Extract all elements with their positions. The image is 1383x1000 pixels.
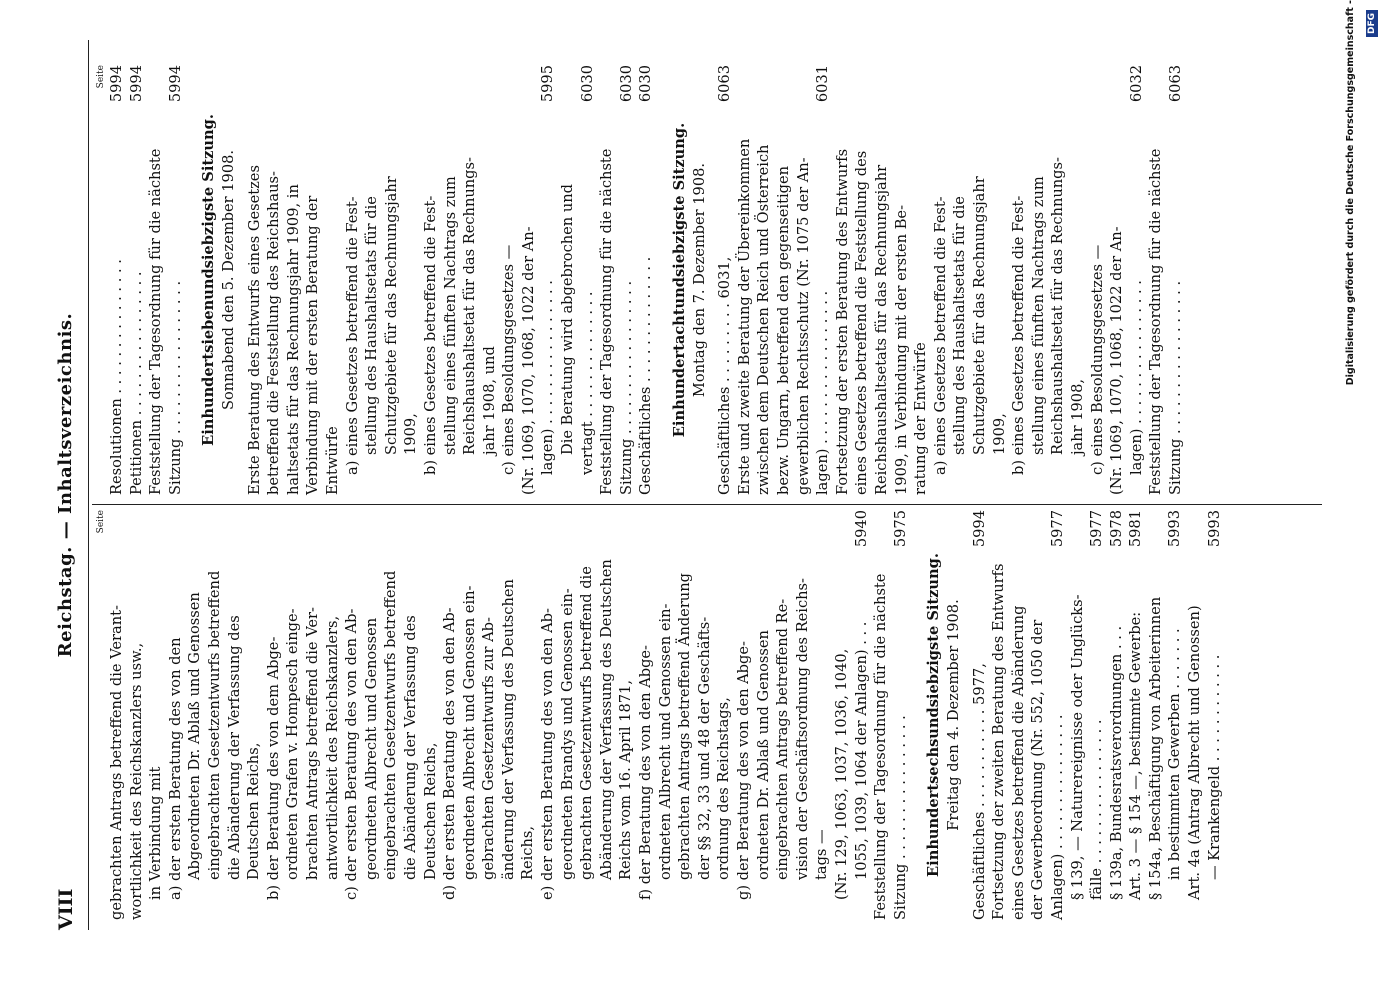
entry-text: bezw. Ungarn, betreffend den gegenseitigen	[775, 165, 792, 495]
page-reference: 5994	[970, 510, 988, 548]
entry-text: b) eines Gesetzes betreffend die Fest-	[1010, 195, 1028, 475]
toc-entry-line	[1028, 510, 1048, 920]
toc-entry-line	[323, 65, 343, 495]
toc-entry-line	[381, 510, 401, 920]
entry-text: brachten Antrags betreffend die Ver-	[303, 607, 321, 880]
page-reference: 6031	[814, 65, 832, 103]
page-reference: 5977	[1048, 510, 1066, 548]
toc-entry-line	[970, 510, 990, 920]
entry-text: Feststellung der Tagesordnung für die nächste	[872, 573, 890, 920]
page-reference: 5993	[1205, 510, 1223, 548]
column-rule	[92, 504, 1322, 505]
entry-text: Feststellung der Tagesordnung für die nächste	[1147, 148, 1165, 495]
entry-text: geordneten Albrecht und Genossen ein-	[460, 585, 478, 880]
entry-text: in Verbindung mit	[147, 766, 165, 900]
entry-text: e) der ersten Beratung des von den Ab-	[539, 608, 557, 900]
entry-text: gewerblichen Rechtsschutz (Nr. 1075 der An-	[794, 157, 812, 495]
entry-text: Anlagen) . . . . . . . . . . . . . . .	[1048, 714, 1066, 920]
entry-text: in bestimmten Gewerben . . . . . . .	[1166, 628, 1184, 880]
toc-entry-line	[989, 510, 1009, 920]
entry-text: § 139a, Bundesratsverordnungen . . .	[1107, 625, 1125, 900]
page-reference: 5940	[852, 510, 870, 548]
toc-entry-line	[754, 65, 774, 495]
toc-entry-line	[656, 510, 676, 920]
entry-text: Art. 3 — § 154 —, bestimmte Gewerbe:	[1127, 611, 1145, 900]
entry-text: Resolutionen . . . . . . . . . . . . . . .	[108, 259, 125, 495]
toc-entry-line	[833, 65, 853, 495]
entry-text: ordneten Grafen v. Hompesch einge-	[284, 608, 302, 880]
entry-text: Verbindung mit der ersten Beratung der	[304, 195, 322, 495]
toc-entry-line	[1146, 510, 1166, 920]
toc-entry-line	[440, 510, 460, 920]
toc-entry-line	[577, 510, 597, 920]
toc-entry-line	[519, 65, 539, 495]
toc-entry-line	[636, 510, 656, 920]
toc-entry-line	[617, 65, 637, 495]
page-header	[55, 40, 85, 930]
toc-entry-line	[990, 65, 1010, 495]
toc-entry-line	[479, 510, 499, 920]
page-reference: 5978	[1107, 510, 1125, 548]
toc-entry-line	[205, 510, 225, 920]
entry-text: a) der ersten Beratung des von den	[166, 637, 184, 900]
toc-entry-line	[558, 510, 578, 920]
toc-entry-line	[616, 510, 636, 920]
entry-text: Sitzung . . . . . . . . . . . . . . . . .	[166, 280, 184, 495]
entry-text: vision der Geschäftsordnung des Reichs-	[793, 578, 811, 880]
entry-text: g) der Beratung des von den Abge-	[735, 641, 752, 900]
toc-entry-line	[734, 510, 754, 920]
page-reference: 6063	[716, 65, 734, 103]
toc-entry-line	[264, 510, 284, 920]
toc-entry-line	[597, 510, 617, 920]
page-reference: 6030	[617, 65, 635, 103]
entry-text: gebrachten Antrags betreffend Änderung	[676, 573, 694, 880]
seite-label: Seite	[96, 65, 106, 89]
toc-entry-line	[362, 510, 382, 920]
entry-text: jahr 1908,	[1068, 378, 1086, 455]
entry-text: stellung eines fünften Nachtrags zum	[1029, 176, 1047, 455]
toc-entry-line	[166, 65, 186, 495]
entry-text: Sitzung . . . . . . . . . . . . . . . . .	[1166, 280, 1184, 495]
toc-entry-line	[675, 510, 695, 920]
session-heading: Einhundertsiebenundsiebzigste Sitzung.	[200, 114, 218, 446]
entry-text: § 139, — Naturereignisse oder Unglücks-	[1068, 594, 1086, 900]
entry-text: (Nr. 1069, 1070, 1068, 1022 der An-	[519, 226, 537, 495]
toc-entry-line	[714, 510, 734, 920]
entry-text: b) eines Gesetzes betreffend die Fest-	[421, 195, 439, 475]
toc-entry-line	[578, 65, 598, 495]
entry-text: die Abänderung der Verfassung des	[225, 615, 243, 880]
toc-entry-line	[1029, 65, 1049, 495]
toc-entry-line	[107, 510, 127, 920]
entry-text: Die Beratung wird abgebrochen und	[559, 184, 577, 455]
entry-text: Fortsetzung der zweiten Beratung des Entwurfs	[990, 563, 1008, 920]
toc-entry-line	[794, 65, 814, 495]
entry-text: lagen) . . . . . . . . . . . . . . . . .	[814, 290, 832, 495]
entry-text: Reichshaushaltsetat für das Rechnungs-	[1049, 157, 1067, 455]
toc-entry-line	[852, 510, 872, 920]
entry-text: gebrachten Gesetzentwurfs zur Ab-	[480, 617, 498, 880]
entry-text: c) eines Besoldungsgesetzes —	[500, 244, 518, 475]
entry-text: Sitzung . . . . . . . . . . . . . . . . .	[617, 280, 635, 495]
entry-text: jahr 1908, und	[480, 346, 498, 455]
toc-entry-line	[441, 65, 461, 495]
toc-entry-line	[1127, 65, 1147, 495]
session-date: Sonnabend den 5. Dezember 1908.	[219, 149, 237, 411]
entry-text: Deutschen Reichs,	[245, 742, 263, 880]
entry-text: Abänderung der Verfassung des Deutschen	[597, 559, 615, 880]
entry-text: Geschäftliches . . . . . . . . . . . 5977,	[970, 663, 988, 920]
toc-entry-line	[852, 65, 872, 495]
toc-entry-line	[773, 510, 793, 920]
entry-text: haltsetats für das Rechnungsjahr 1909, in	[284, 184, 302, 495]
toc-entry-line	[793, 510, 813, 920]
toc-entry-line	[871, 510, 891, 920]
toc-entry-line	[538, 65, 558, 495]
entry-text: Erste und zweite Beratung der Übereinkommen	[735, 138, 753, 495]
entry-text: geordneten Albrecht und Genossen	[362, 617, 380, 880]
entry-text: eines Gesetzes betreffend die Abänderung	[1009, 605, 1027, 920]
toc-entry-line	[1166, 65, 1186, 495]
toc-entry-line	[715, 65, 735, 495]
entry-text: ordneten Dr. Ablaß und Genossen	[754, 630, 772, 880]
seite-label: Seite	[96, 510, 106, 534]
entry-text: tags —	[813, 829, 831, 880]
toc-entry-line	[264, 65, 284, 495]
entry-text: wortlichkeit des Reichskanzlers usw.,	[127, 642, 145, 920]
page-reference: 5977	[1088, 510, 1106, 548]
toc-entry-line	[1146, 65, 1166, 495]
page-reference: 6032	[1127, 65, 1145, 103]
toc-entry-line	[127, 510, 147, 920]
toc-entry-line	[891, 510, 911, 920]
entry-text: lagen) . . . . . . . . . . . . . . . .	[1127, 280, 1145, 475]
entry-text: Sitzung . . . . . . . . . . . . . . . .	[891, 715, 909, 920]
page-reference: 6030	[637, 65, 655, 103]
dfg-logo: DFG	[1366, 10, 1378, 37]
toc-entry-line	[343, 65, 363, 495]
toc-entry-line	[1009, 65, 1029, 495]
toc-entry-line	[460, 510, 480, 920]
toc-entry-line	[480, 65, 500, 495]
running-head: Reichstag. — Inhaltsverzeichnis.	[55, 312, 76, 658]
toc-entry-line	[636, 65, 656, 495]
toc-entry-line	[518, 510, 538, 920]
toc-entry-line	[362, 65, 382, 495]
page-reference: 5994	[108, 65, 125, 103]
entry-text: eingebrachten Antrags betreffend Re-	[774, 598, 792, 880]
toc-entry-line	[283, 510, 303, 920]
entry-text: Feststellung der Tagesordnung für die nächste	[147, 148, 165, 495]
entry-text: eingebrachten Gesetzentwurfs betreffend	[382, 570, 400, 880]
toc-entry-line	[813, 65, 833, 495]
toc-entry-line	[401, 510, 421, 920]
entry-text: Erste Beratung des Entwurfs eines Gesetzes	[245, 165, 263, 495]
entry-text: 1909,	[990, 413, 1008, 455]
toc-entry-line	[538, 510, 558, 920]
toc-entry-line	[460, 65, 480, 495]
entry-text: 1909, in Verbindung mit der ersten Be-	[892, 204, 910, 495]
entry-text: § 154a, Beschäftigung von Arbeiterinnen	[1146, 596, 1164, 900]
entry-text: ordnung des Reichstags,	[715, 697, 733, 880]
entry-text: (Nr. 129, 1063, 1037, 1036, 1040,	[832, 648, 850, 900]
entry-text: a) eines Gesetzes betreffend die Fest-	[931, 196, 949, 475]
toc-entry-line	[695, 510, 715, 920]
page-reference: 5975	[891, 510, 909, 548]
entry-text: der Gewerbeordnung (Nr. 552, 1050 der	[1029, 619, 1047, 920]
entry-text: Reichshaushaltsetat für das Rechnungs-	[461, 157, 479, 455]
entry-text: betreffend die Feststellung des Reichshaus-	[265, 171, 283, 495]
toc-entry-line	[1126, 510, 1146, 920]
page-reference: 5995	[539, 65, 557, 103]
toc-entry-line	[892, 65, 912, 495]
entry-text: ordneten Albrecht und Genossen ein-	[656, 603, 674, 880]
toc-entry-line	[911, 65, 931, 495]
entry-text: Schutzgebiete für das Rechnungsjahr	[382, 176, 400, 455]
entry-text: eines Gesetzes betreffend die Feststellung des	[853, 150, 871, 495]
toc-entry-line	[754, 510, 774, 920]
toc-entry-line	[127, 65, 147, 495]
toc-entry-line	[244, 510, 264, 920]
toc-entry-line	[812, 510, 832, 920]
toc-entry-line	[597, 65, 617, 495]
toc-entry-line	[107, 65, 127, 495]
entry-text: f) der Beratung des von den Abge-	[637, 645, 655, 900]
entry-text: (Nr. 1069, 1070, 1068, 1022 der An-	[1108, 226, 1126, 495]
page-reference: 6030	[578, 65, 596, 103]
toc-entry-line	[1048, 65, 1068, 495]
session-heading: Einhundertachtundsiebzigste Sitzung.	[671, 122, 689, 438]
entry-text: stellung eines fünften Nachtrags zum	[441, 176, 459, 455]
toc-entry-line	[284, 65, 304, 495]
toc-entry-line	[872, 65, 892, 495]
toc-entry-line	[1087, 510, 1107, 920]
entry-text: Reichshaushaltsetats für das Rechnungsjahr	[872, 164, 890, 495]
page-reference: 5994	[166, 65, 184, 103]
entry-text: geordneten Brandys und Genossen ein-	[558, 588, 576, 880]
toc-entry-line	[323, 510, 343, 920]
entry-text: a) eines Gesetzes betreffend die Fest-	[343, 196, 361, 475]
entry-text: vertagt . . . . . . . . . . . . . .	[578, 291, 596, 475]
toc-entry-line	[499, 65, 519, 495]
entry-text: Reichs vom 16. April 1871,	[617, 680, 635, 880]
entry-text: Feststellung der Tagesordnung für die nächste	[598, 148, 616, 495]
toc-entry-line	[735, 65, 755, 495]
toc-entry-line	[342, 510, 362, 920]
entry-text: der §§ 32, 33 und 48 der Geschäfts-	[695, 616, 713, 880]
toc-entry-line	[401, 65, 421, 495]
page-number: VIII	[55, 888, 77, 930]
toc-entry-line	[1068, 510, 1088, 920]
entry-text: Abgeordneten Dr. Ablaß und Genossen	[186, 592, 204, 880]
toc-entry-line	[146, 510, 166, 920]
toc-entry-line	[166, 510, 186, 920]
entry-text: stellung des Haushaltsetats für die	[363, 196, 381, 455]
toc-entry-line	[146, 65, 166, 495]
entry-text: die Abänderung der Verfassung des	[401, 615, 419, 880]
toc-entry-line	[1068, 65, 1088, 495]
entry-text: Deutschen Reichs,	[421, 742, 439, 880]
entry-text: Reichs,	[519, 826, 537, 880]
session-date: Montag den 7. Dezember 1908.	[690, 162, 708, 398]
toc-entry-line	[499, 510, 519, 920]
entry-text: 1909,	[402, 413, 420, 455]
page-reference: 5993	[1166, 510, 1184, 548]
toc-entry-line	[1205, 510, 1225, 920]
toc-entry-line	[558, 65, 578, 495]
entry-text: Geschäftliches . . . . . . . . . 6031,	[716, 256, 734, 495]
toc-entry-line	[1048, 510, 1068, 920]
entry-text: gebrachten Antrags betreffend die Verant-	[108, 605, 125, 920]
entry-text: Fortsetzung der ersten Beratung des Entwurfs	[833, 148, 851, 495]
entry-text: Schutzgebiete für das Rechnungsjahr	[970, 176, 988, 455]
entry-text: Geschäftliches . . . . . . . . . . . . . .	[637, 256, 655, 495]
toc-entry-line	[225, 510, 245, 920]
session-heading: Einhundertsechsundsiebzigste Sitzung.	[925, 553, 943, 877]
toc-entry-line	[303, 510, 323, 920]
entry-text: stellung des Haushaltsetats für die	[951, 196, 969, 455]
entry-text: zwischen dem Deutschen Reich und Österreich	[755, 144, 773, 495]
left-column	[95, 510, 1224, 920]
entry-text: fälle . . . . . . . . . . . . . . . .	[1088, 719, 1106, 900]
entry-text: Art. 4a (Antrag Albrecht und Genossen)	[1186, 605, 1204, 900]
toc-entry-line	[421, 65, 441, 495]
page-reference: 5981	[1127, 510, 1145, 548]
toc-entry-line	[1185, 510, 1205, 920]
digitization-notice: Digitalisierung gefördert durch die Deutsche Forschungsgemeinschaft -	[1345, 0, 1356, 386]
toc-entry-line	[931, 65, 951, 495]
right-column	[95, 65, 1185, 495]
entry-text: änderung der Verfassung des Deutschen	[499, 579, 517, 880]
toc-entry-line	[950, 65, 970, 495]
entry-text: Entwürfe	[323, 426, 341, 495]
toc-entry-line	[1107, 510, 1127, 920]
toc-entry-line	[1107, 65, 1127, 495]
toc-entry-line	[185, 510, 205, 920]
toc-entry-line	[303, 65, 323, 495]
header-rule	[88, 40, 89, 930]
entry-text: antwortlichkeit des Reichskanzlers,	[323, 615, 341, 880]
toc-entry-line	[245, 65, 265, 495]
toc-entry-line	[1088, 65, 1108, 495]
entry-text: gebrachten Gesetzentwurfs betreffend die	[578, 566, 596, 880]
entry-text: ratung der Entwürfe	[912, 342, 930, 495]
toc-entry-line	[774, 65, 794, 495]
toc-entry-line	[421, 510, 441, 920]
entry-text: c) der ersten Beratung des von den Ab-	[343, 608, 361, 900]
toc-entry-line	[832, 510, 852, 920]
toc-entry-line	[1009, 510, 1029, 920]
toc-entry-line	[382, 65, 402, 495]
page-reference: 6063	[1166, 65, 1184, 103]
entry-text: d) der ersten Beratung des von den Ab-	[441, 607, 459, 900]
entry-text: lagen) . . . . . . . . . . . . . . . .	[539, 280, 557, 475]
entry-text: Petitionen . . . . . . . . . . . . . . . .	[127, 271, 145, 495]
entry-text: eingebrachten Gesetzentwurfs betreffend	[205, 570, 223, 880]
entry-text: — Krankengeld . . . . . . . . . . . .	[1205, 654, 1223, 880]
session-date: Freitag den 4. Dezember 1908.	[944, 599, 962, 831]
entry-text: c) eines Besoldungsgesetzes —	[1088, 244, 1106, 475]
entry-text: b) der Beratung des von dem Abge-	[264, 636, 282, 900]
toc-entry-line	[1165, 510, 1185, 920]
page-reference: 5994	[127, 65, 145, 103]
entry-text: 1055, 1039, 1064 der Anlagen) . . .	[852, 621, 870, 880]
toc-entry-line	[970, 65, 990, 495]
